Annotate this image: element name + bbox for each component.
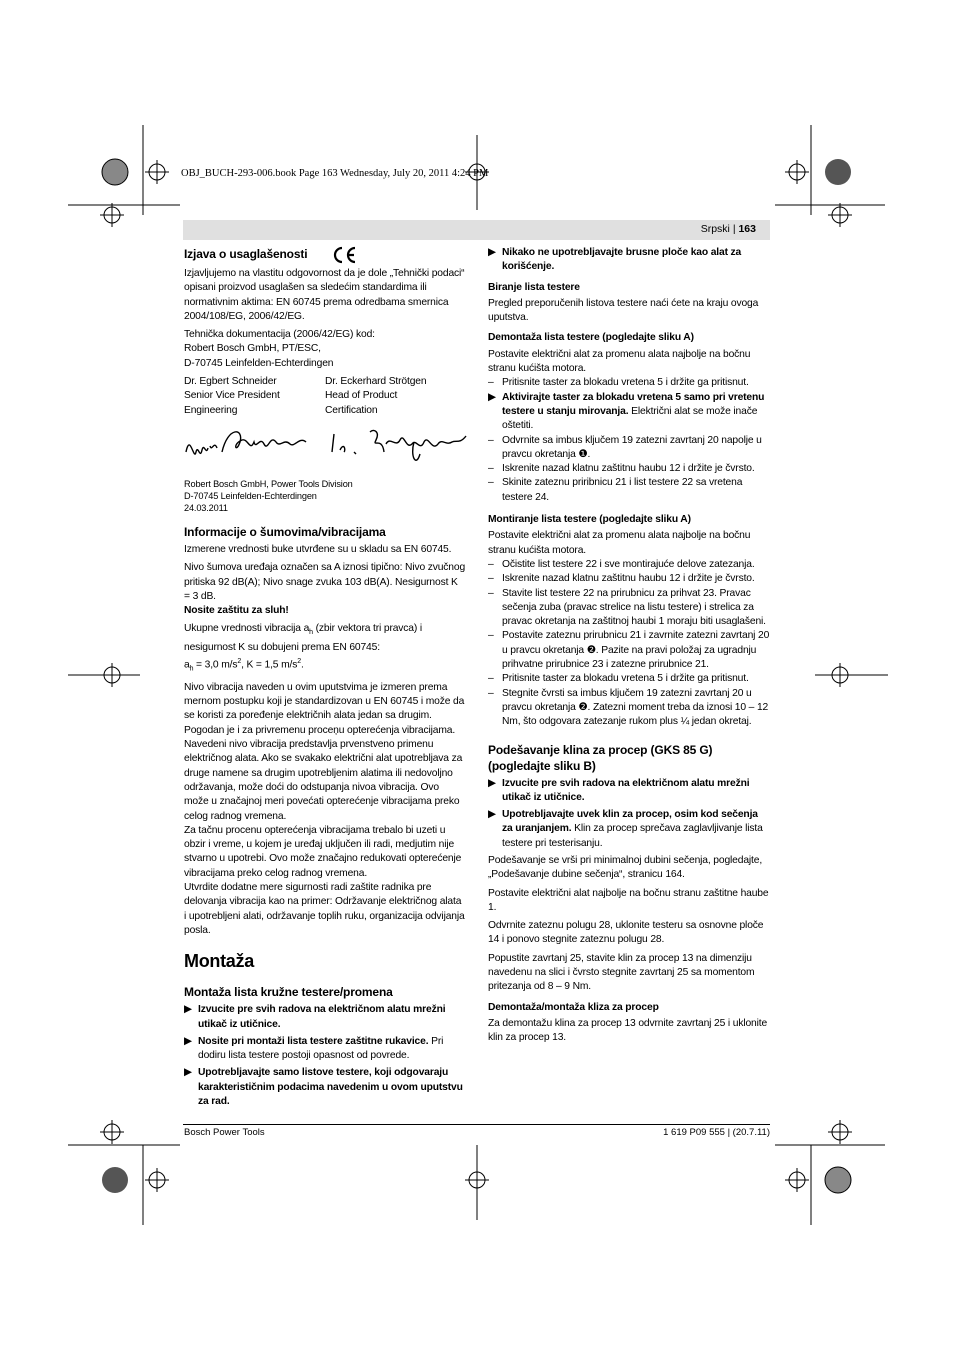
triangle-right-icon: ▶ xyxy=(488,247,496,258)
page-number: 163 xyxy=(738,223,756,235)
grinding-disc-warning: ▶ Nikako ne upotrebljavajte brusne ploče kao alat za korišćenje. xyxy=(488,247,742,273)
dismount-step-2: – Odvrnite sa imbus ključem 19 zatezni zavrtanj 20 napolje u pravcu okretanja ❶. xyxy=(488,434,762,460)
dismount-heading: Demontaža lista testere (pogledajte sliku A) xyxy=(488,332,694,344)
assembly-bullet-1: ▶ Izvucite pre svih radova na električnom alatu mrežni utikač iz utičnice. xyxy=(184,1004,446,1030)
tech-doc-address: D-70745 Leinfelden-Echterdingen xyxy=(184,357,334,369)
signature-icon xyxy=(184,422,469,470)
vibration-values: $a_h = 3,0$ $m/s^2$, K = 1,5 $m/s^2$. xyxy=(184,658,304,673)
assembly-subheading: Montaža lista kružne testere/promena xyxy=(184,985,393,1000)
wedge-p4: Popustite zavrtanj 25, stavite klin za procep 13 na dimenziju navedenu na slici i čvrsto stegnite zavrtanj 25 sa momentom pritezanja od 8 – 9 Nm. xyxy=(488,952,755,993)
mount-step-3: – Stavite list testere 22 na prirubnicu za prihvat 23. Pravac sečenja zuba (pravac strelice na listu testere) i strelica za pravac okretanja na zaštitnoj haubi 1 moraju biti usaglašeni. xyxy=(488,587,766,628)
signatory-2-name: Dr. Eckerhard Strötgen xyxy=(325,376,427,388)
header-separator: | xyxy=(732,223,736,235)
mount-step-2: – Iskrenite nazad klatnu zaštitnu haubu 12 i držite je čvrsto. xyxy=(488,573,755,585)
declaration-heading: Izjava o usaglašenosti xyxy=(184,246,466,264)
triangle-right-icon: ▶ xyxy=(488,809,496,821)
declaration-date: 24.03.2011 xyxy=(184,502,228,513)
signatory-2-title-2: Certification xyxy=(325,404,378,416)
vibration-p7: Za tačnu procenu opterećenja vibracijama trebalo bi uzeti u obzir i vreme, u kojem je uređaj uključen ili radi, medjutim nije stvarno u upotrebi. Ovo može značajno redukovati opterećenje vibracijama preko celog radnog vremena. xyxy=(184,824,462,879)
vibration-intro: Ukupne vrednosti vibracija $a_h$ (zbir vektora tri pravca) i nesigurnost K su dobujeni prema EN 60745: xyxy=(184,623,422,653)
mount-heading: Montiranje lista testere (pogledajte sliku A) xyxy=(488,514,691,526)
wedge-heading: Podešavanje klina za procep (GKS 85 G) (pogledajte sliku B) xyxy=(488,742,713,773)
print-slug: OBJ_BUCH-293-006.book Page 163 Wednesday, July 20, 2011 4:24 PM xyxy=(181,168,489,179)
signatories xyxy=(184,375,466,418)
noise-p1: Izmerene vrednosti buke utvrđene su u skladu sa EN 60745. xyxy=(184,543,452,555)
declaration-text: Izjavljujemo na vlastitu odgovornost da je dole „Tehnički podaci“ opisani proizvod usaglašen sa sledećim standardima ili normativnim aktima: EN 60745 prema odredbama smernica 2004/108/EG, 2006/42/EG. xyxy=(184,268,465,322)
mount-step-4: – Postavite zateznu prirubnicu 21 i zavrnite zatezni zavrtanj 20 u pravcu okretanja ❷. Pazite na pravi položaj za ugradnju prihvatne prirubnice 23 i zatezne prirubnice 21. xyxy=(488,630,770,671)
triangle-right-icon: ▶ xyxy=(184,1035,192,1047)
triangle-right-icon: ▶ xyxy=(184,1004,192,1016)
footer-rule xyxy=(183,1124,770,1125)
vibration-p8: Utvrdite dodatne mere sigurnosti radi zaštite radnika pre delovanja vibracija kao na primer: Održavanje električnog alata i upotrebljeni alati, održavanje toplih ruku, organizacija odvijanja posla. xyxy=(184,882,465,936)
right-column xyxy=(488,246,770,1050)
company-address: D-70745 Leinfelden-Echterdingen xyxy=(184,490,317,501)
ce-mark-icon xyxy=(331,246,357,264)
signatory-2-title: Head of Product xyxy=(325,390,398,402)
wedge-bullet-1: ▶ Izvucite pre svih radova na električnom alatu mrežni utikač iz utičnice. xyxy=(488,777,750,803)
wedge-dismount-heading: Demontaža/montaža kliza za procep xyxy=(488,1001,659,1013)
choose-text: Pregled preporučenih listova testere naći ćete na kraju ovoga uputstva. xyxy=(488,297,759,324)
tech-doc-company: Robert Bosch GmbH, PT/ESC, xyxy=(184,343,321,355)
vibration-p6: Nivo vibracija naveden u ovim uputstvima je izmeren prema mernom postupku koji je standardizovan u EN 60745 i može da se koristi za poređenje električnih alata jedan sa drugim. Pogodan je i za privremenu proceņu opterećenja vibracijama. Navedeni nivo vibracija predstavlja prvenstveno primenu električnog alata. Ako se svakako električni alat upotrebljava za druge namene sa drugim upotrebljenim alatima ili nedovoljno održavanja, može doći do odstupanja nivoa vibracija. Ovo može u značajnoj meri povećati opterećenje vibracijama preko celog radnog vremena. xyxy=(184,681,465,822)
dismount-step-3: – Iskrenite nazad klatnu zaštitnu haubu 12 i držite je čvrsto. xyxy=(488,463,755,475)
handwritten-signatures xyxy=(184,422,466,470)
left-column xyxy=(184,246,466,1112)
mount-intro: Postavite električni alat za promenu alata najbolje na bočnu stranu kućišta motora. xyxy=(488,530,751,556)
header-language: Srpski xyxy=(700,223,730,235)
signatory-1-title: Senior Vice President xyxy=(184,390,280,402)
dismount-warning: ▶ Aktivirajte taster za blokadu vretena 5 samo pri vretenu testere u stanju mirovanja. Električni alat se može inače oštetiti. xyxy=(488,391,765,432)
noise-p2: Nivo šumova uređaja označen sa A iznosi tipično: Nivo zvučnog pritiska 92 dB(A); Nivo snage zvuka 103 dB(A). Nesigurnost K = 3 dB. xyxy=(184,562,466,602)
footer-brand: Bosch Power Tools xyxy=(184,1127,265,1138)
wedge-bullet-2: ▶ Upotrebljavajte uvek klin za procep, osim kod sečenja za uranjanjem. Klin za procep sprečava zaglavljivanje lista testere pri testerisanju. xyxy=(488,809,763,849)
dismount-step-4: – Skinite zateznu priribnicu 21 i list testere 22 sa vretena testere 24. xyxy=(488,477,743,503)
mount-step-6: – Stegnite čvrsti sa imbus ključem 19 zatezni zavrtanj 20 u pravcu okretanja ❷. Zatezni moment treba da iznosi 10 – 12 Nm, što odgovara zatezanje rukom plus ¼ jedan okretaj. xyxy=(488,687,769,728)
company-name: Robert Bosch GmbH, Power Tools Division xyxy=(184,478,353,489)
company-block xyxy=(184,478,466,514)
wedge-dismount-text: Za demontažu klina za procep 13 odvrnite zavrtanj 25 i uklonite klin za procep 13. xyxy=(488,1017,768,1044)
assembly-heading: Montaža xyxy=(184,951,254,972)
hearing-protection: Nosite zaštitu za sluh! xyxy=(184,605,289,617)
dismount-intro: Postavite električni alat za promenu alata najbolje na bočnu stranu kućišta motora. xyxy=(488,348,751,375)
signatory-1-title-2: Engineering xyxy=(184,404,238,416)
wedge-p1: Podešavanje se vrši pri minimalnoj dubini sečenja, pogledajte, „Podešavanje dubine sečenja“, stranicu 164. xyxy=(488,854,763,881)
noise-heading: Informacije o šumovima/vibracijama xyxy=(184,524,386,539)
page-header xyxy=(183,220,770,240)
wedge-p2: Postavite električni alat najbolje na bočnu stranu zaštitne haube 1. xyxy=(488,887,769,913)
assembly-bullet-3: ▶ Upotrebljavajte samo listove testere, koji odgovaraju karakterističnim podacima navedenim u ovom uputstvu za rad. xyxy=(184,1067,463,1107)
mount-step-1: – Očistite list testere 22 i sve montirajuće delove zatezanja. xyxy=(488,558,755,570)
assembly-bullet-2: ▶ Nosite pri montaži lista testere zaštitne rukavice. Pri dodiru lista testere postoji opasnost od povrede. xyxy=(184,1035,444,1062)
choose-heading: Biranje lista testere xyxy=(488,281,580,293)
triangle-right-icon: ▶ xyxy=(184,1067,192,1079)
tech-doc-line: Tehnička dokumentacija (2006/42/EG) kod: xyxy=(184,329,375,341)
mount-step-5: – Pritisnite taster za blokadu vretena 5 i držite ga pritisnut. xyxy=(488,673,749,685)
footer-doc-number: 1 619 P09 555 | (20.7.11) xyxy=(663,1127,770,1138)
wedge-p3: Odvrnite zateznu polugu 28, uklonite testeru sa osnovne ploče 14 i ponovo stegnite zateznu polugu 28. xyxy=(488,920,764,946)
triangle-right-icon: ▶ xyxy=(488,391,496,403)
dismount-step-1: – Pritisnite taster za blokadu vretena 5 i držite ga pritisnut. xyxy=(488,377,749,389)
signatory-1-name: Dr. Egbert Schneider xyxy=(184,376,277,388)
triangle-right-icon: ▶ xyxy=(488,777,496,789)
